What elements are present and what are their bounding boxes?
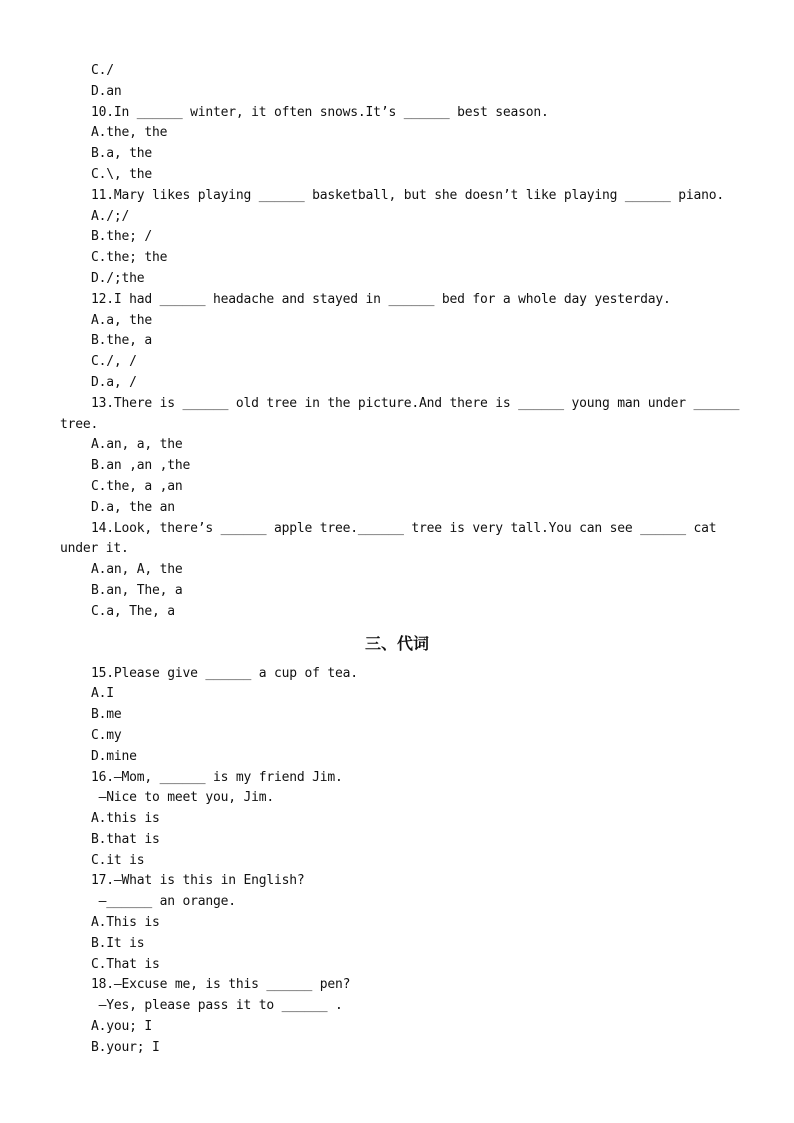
answer-option: A.the, the — [91, 125, 168, 141]
answer-option: B.that is — [91, 831, 160, 847]
answer-option: B.the, a — [91, 333, 153, 349]
answer-option: C.it is — [91, 852, 145, 868]
answer-option: C.the, a ,an — [91, 478, 183, 494]
dialogue-line: –______ an orange. — [91, 894, 236, 910]
answer-option: D.an — [91, 83, 122, 99]
answer-option: C.a, The, a — [91, 603, 175, 619]
answer-option: B.a, the — [91, 146, 153, 162]
document-page — [0, 61, 794, 1059]
question-stem: 15.Please give ______ a cup of tea. — [91, 665, 358, 681]
question-stem: 14.Look, there’s ______ apple tree.______ tree is very tall.You can see ______ cat — [91, 520, 717, 536]
answer-option: C.\, the — [91, 166, 153, 182]
question-stem-continuation: under it. — [60, 541, 129, 557]
section-heading-pronouns: 三、代词 — [364, 633, 429, 653]
answer-option: D.a, the an — [91, 499, 175, 515]
question-stem: 10.In ______ winter, it often snows.It’s ______ best season. — [91, 104, 549, 120]
answer-option: A.an, A, the — [91, 562, 183, 578]
answer-option: A.you; I — [91, 1019, 153, 1035]
answer-option: B.an ,an ,the — [91, 458, 191, 474]
dialogue-line: –Yes, please pass it to ______ . — [91, 998, 343, 1014]
answer-option: C.my — [91, 727, 122, 743]
answer-option: A.a, the — [91, 312, 153, 328]
answer-option: A.an, a, the — [91, 437, 183, 453]
question-stem: 16.–Mom, ______ is my friend Jim. — [91, 769, 343, 785]
question-stem: 11.Mary likes playing ______ basketball, but she doesn’t like playing ______ piano. — [91, 187, 725, 203]
answer-option: C./, / — [91, 354, 137, 370]
answer-option: C.That is — [91, 956, 160, 972]
answer-option: A.I — [91, 686, 114, 702]
question-stem: 17.–What is this in English? — [91, 873, 305, 889]
question-stem: 12.I had ______ headache and stayed in ______ bed for a whole day yesterday. — [91, 291, 671, 307]
answer-option: B.your; I — [91, 1039, 160, 1055]
article-questions-section — [0, 61, 794, 623]
answer-option: B.me — [91, 707, 122, 723]
answer-option: A./;/ — [91, 208, 130, 224]
answer-option: D.mine — [91, 748, 137, 764]
pronoun-questions-section — [0, 664, 794, 1059]
answer-option: D.a, / — [91, 374, 137, 390]
answer-option: B.the; / — [91, 229, 153, 245]
question-stem: 13.There is ______ old tree in the picture.And there is ______ young man under ______ — [91, 395, 740, 411]
answer-option: C./ — [91, 63, 114, 78]
question-stem-continuation: tree. — [60, 416, 99, 432]
answer-option: C.the; the — [91, 250, 168, 266]
answer-option: B.an, The, a — [91, 582, 183, 598]
dialogue-line: –Nice to meet you, Jim. — [91, 790, 275, 806]
answer-option: A.This is — [91, 915, 160, 931]
answer-option: B.It is — [91, 935, 145, 951]
answer-option: A.this is — [91, 811, 160, 827]
answer-option: D./;the — [91, 270, 145, 286]
question-stem: 18.–Excuse me, is this ______ pen? — [91, 977, 351, 993]
